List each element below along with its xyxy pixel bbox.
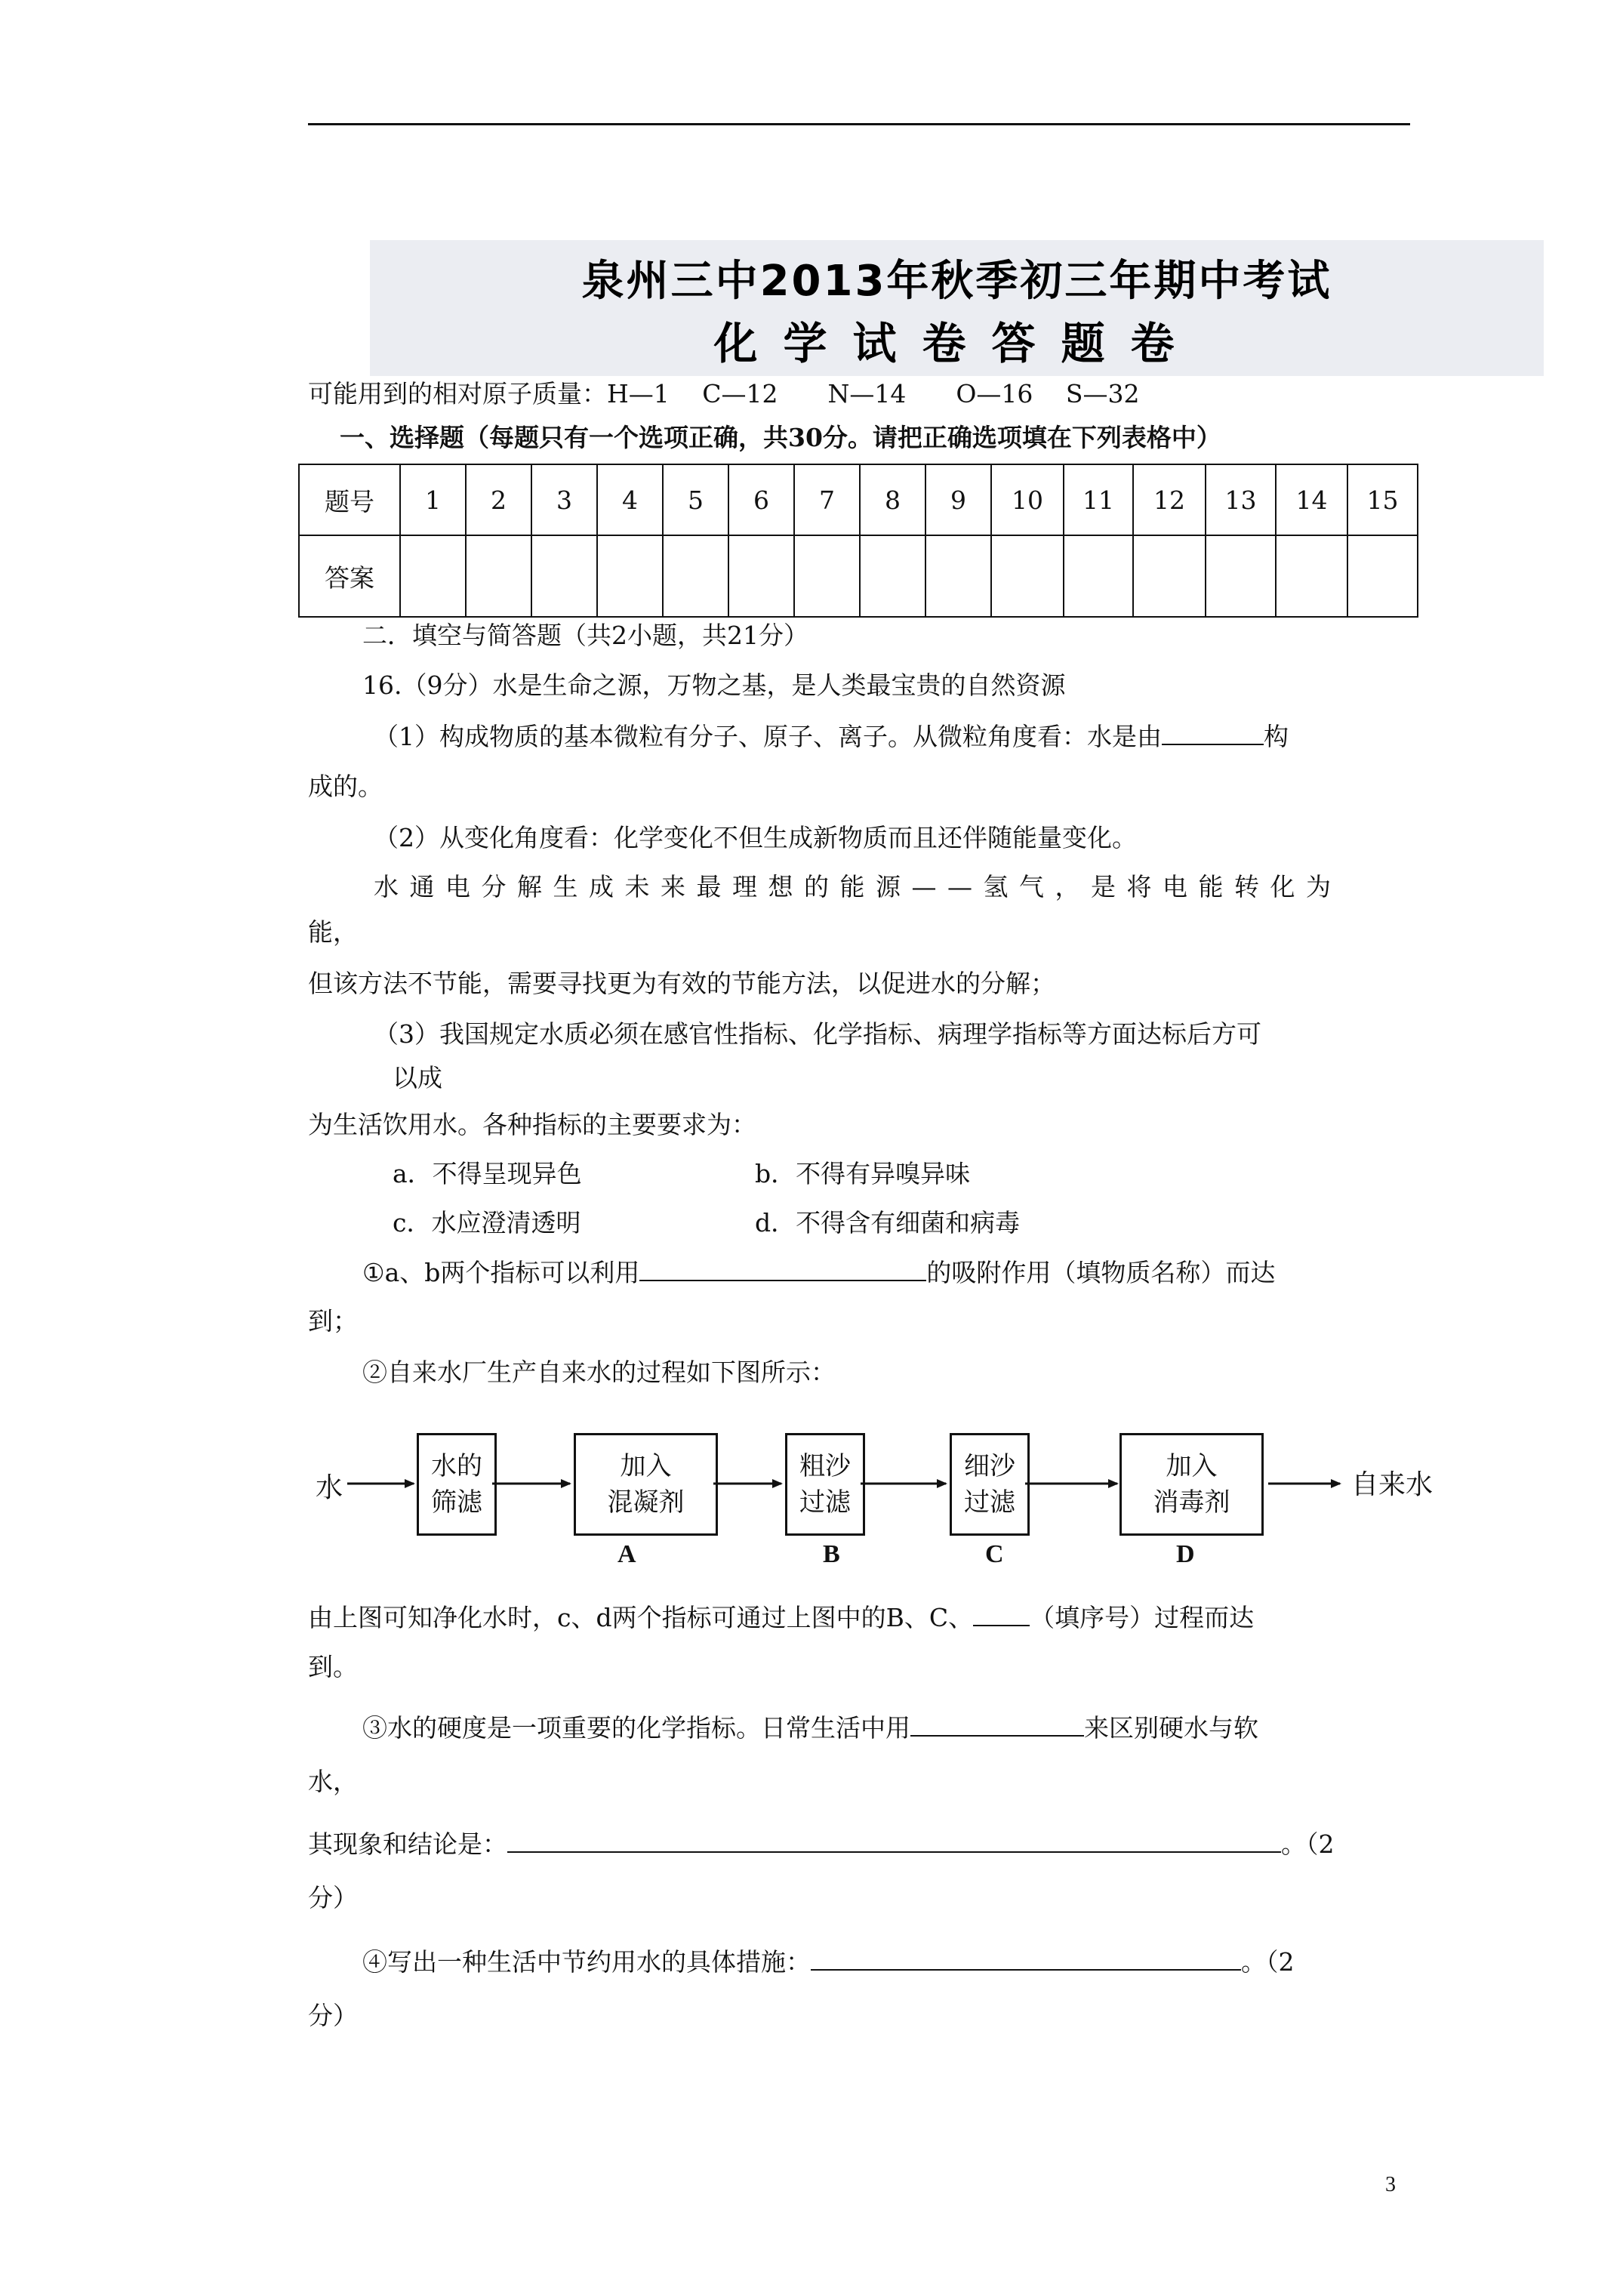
- answer-blank[interactable]: [639, 1257, 926, 1281]
- answer-cell[interactable]: [466, 535, 531, 617]
- question-number: 1: [400, 464, 466, 535]
- option-d: d．不得含有细菌和病毒: [755, 1208, 1021, 1237]
- answer-cell[interactable]: [663, 535, 728, 617]
- part2-line: （2）从变化角度看：化学变化不但生成新物质而且还伴随能量变化。: [374, 823, 1137, 852]
- sub4-line: ④写出一种生活中节约用水的具体措施： 。（2: [362, 1947, 1295, 1977]
- answer-cell[interactable]: [1276, 535, 1347, 617]
- part3-line-wrap: 以成: [393, 1063, 442, 1093]
- option-a: a．不得呈现异色: [393, 1159, 582, 1188]
- answer-blank[interactable]: [973, 1602, 1030, 1626]
- part2-line2: 水通电分解生成未来最理想的能源——氢气，是将电能转化为: [374, 872, 1342, 901]
- flow-step-coagulant: 加入 混凝剂: [574, 1433, 718, 1536]
- question-number: 4: [597, 464, 663, 535]
- section1-heading: 一、选择题（每题只有一个选项正确，共30分。请把正确选项填在下列表格中）: [340, 423, 1221, 452]
- answer-cell[interactable]: [925, 535, 991, 617]
- sub2-line: ②自来水厂生产自来水的过程如下图所示：: [362, 1358, 836, 1387]
- part3-line2: 为生活饮用水。各种指标的主要要求为：: [308, 1110, 756, 1139]
- exam-subtitle: 化学试卷答题卷: [713, 318, 1200, 369]
- answer-blank[interactable]: [811, 1946, 1241, 1971]
- answer-table-header-row: [299, 464, 1418, 535]
- option-b: b．不得有异嗅异味: [755, 1159, 971, 1188]
- question-number: 5: [663, 464, 728, 535]
- answer-table: [298, 464, 1418, 618]
- answer-blank[interactable]: [1162, 721, 1264, 745]
- flow-label-c: C: [985, 1540, 1004, 1568]
- part2-line3: 但该方法不节能，需要寻找更为有效的节能方法，以促进水的分解；: [308, 969, 1055, 998]
- question-number: 3: [531, 464, 597, 535]
- flow-step-coarse-sand: 粗沙 过滤: [785, 1433, 865, 1536]
- flow-step-fine-sand: 细沙 过滤: [950, 1433, 1030, 1536]
- question-number: 6: [728, 464, 794, 535]
- question-number: 15: [1347, 464, 1418, 535]
- sub2-after-cont: 到。: [308, 1652, 358, 1681]
- answer-cell[interactable]: [400, 535, 466, 617]
- row-label: 答案: [299, 535, 400, 617]
- answer-cell[interactable]: [860, 535, 925, 617]
- atomic-masses: 可能用到的相对原子质量：H—1 C—12 N—14 O—16 S—32: [308, 379, 1140, 408]
- exam-title: 泉州三中2013年秋季初三年期中考试: [581, 257, 1332, 306]
- header-rule: [308, 123, 1410, 125]
- sub1-line-cont: 到；: [308, 1306, 358, 1336]
- answer-cell[interactable]: [1206, 535, 1276, 617]
- sub2-after-line: 由上图可知净化水时，c、d两个指标可通过上图中的B、C、 （填序号）过程而达: [308, 1603, 1255, 1632]
- question-16: 16.（9分）水是生命之源，万物之基，是人类最宝贵的自然资源: [362, 670, 1066, 700]
- question-number: 10: [991, 464, 1064, 535]
- answer-cell[interactable]: [1133, 535, 1206, 617]
- question-number: 9: [925, 464, 991, 535]
- flow-label-b: B: [823, 1540, 840, 1568]
- answer-cell[interactable]: [991, 535, 1064, 617]
- answer-table-answer-row: [299, 535, 1418, 617]
- sub3-line2: 其现象和结论是： 。（2: [308, 1829, 1335, 1859]
- sub3-score: 分）: [308, 1883, 358, 1912]
- flow-step-disinfectant: 加入 消毒剂: [1119, 1433, 1264, 1536]
- question-number: 13: [1206, 464, 1276, 535]
- flow-label-a: A: [617, 1540, 636, 1568]
- sub3-line-cont: 水，: [308, 1767, 358, 1796]
- section2-heading: 二．填空与简答题（共2小题，共21分）: [362, 621, 808, 650]
- flow-start: 水: [316, 1472, 343, 1503]
- flow-label-d: D: [1176, 1540, 1195, 1568]
- flow-end: 自来水: [1351, 1469, 1434, 1500]
- option-c: c．水应澄清透明: [393, 1208, 581, 1237]
- page-number: 3: [1385, 2173, 1396, 2196]
- question-number: 14: [1276, 464, 1347, 535]
- question-number: 11: [1064, 464, 1133, 535]
- question-number: 12: [1133, 464, 1206, 535]
- part3-line: （3）我国规定水质必须在感官性指标、化学指标、病理学指标等方面达标后方可: [374, 1019, 1261, 1049]
- part1-line-cont: 成的。: [308, 772, 383, 801]
- row-label: 题号: [299, 464, 400, 535]
- answer-cell[interactable]: [531, 535, 597, 617]
- answer-cell[interactable]: [1064, 535, 1133, 617]
- question-number: 2: [466, 464, 531, 535]
- part1-line: （1）构成物质的基本微粒有分子、原子、离子。从微粒角度看：水是由 构: [374, 722, 1289, 751]
- answer-blank[interactable]: [910, 1712, 1084, 1737]
- flow-step-screening: 水的 筛滤: [417, 1433, 497, 1536]
- answer-cell[interactable]: [1347, 535, 1418, 617]
- answer-cell[interactable]: [728, 535, 794, 617]
- sub4-score: 分）: [308, 2001, 358, 2030]
- answer-cell[interactable]: [794, 535, 860, 617]
- question-number: 7: [794, 464, 860, 535]
- sub3-line: ③水的硬度是一项重要的化学指标。日常生活中用 来区别硬水与软: [362, 1713, 1258, 1743]
- answer-blank[interactable]: [507, 1829, 1281, 1853]
- part2-line2-cont: 能，: [308, 917, 358, 947]
- answer-cell[interactable]: [597, 535, 663, 617]
- question-number: 8: [860, 464, 925, 535]
- sub1-line: ①a、b两个指标可以利用 的吸附作用（填物质名称）而达: [362, 1258, 1276, 1287]
